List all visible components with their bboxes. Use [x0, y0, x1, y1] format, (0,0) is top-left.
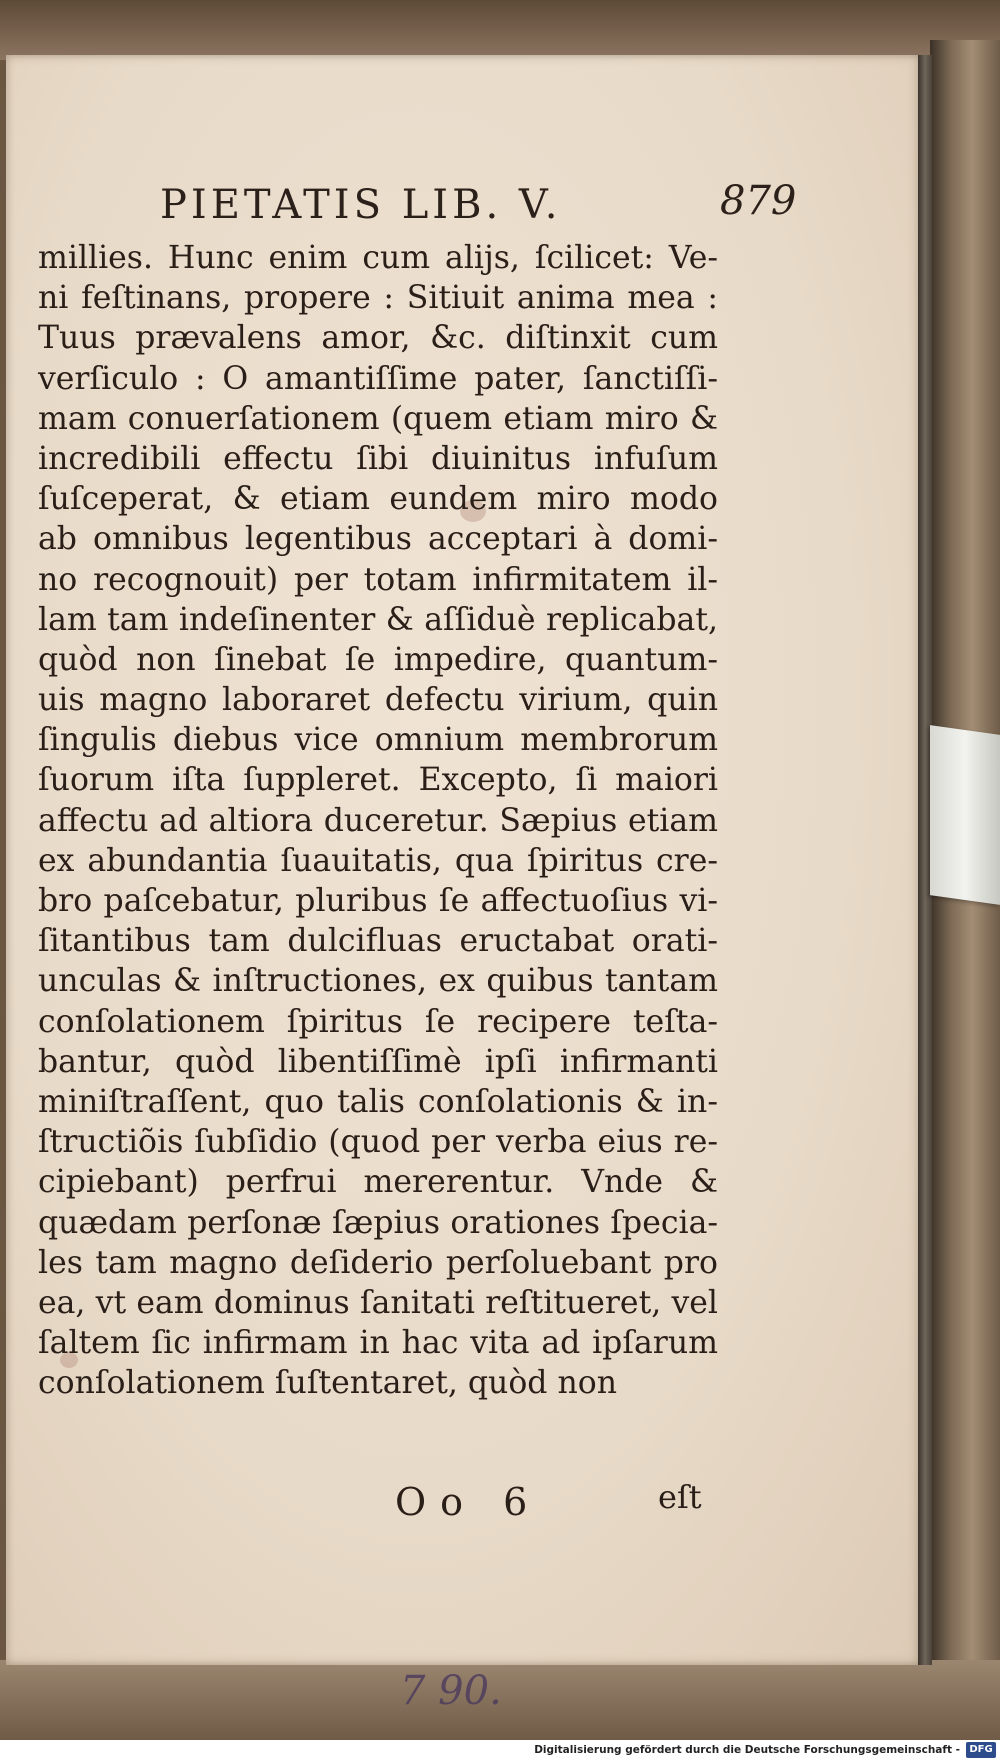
text-line: les tam magno deſiderio perſoluebant pro: [38, 1244, 718, 1281]
text-line: unculas & inſtructiones, ex quibus tantam: [38, 963, 718, 1000]
shelf-mark: 7 90.: [400, 1668, 502, 1714]
text-line: ab omnibus legentibus acceptari à domi-: [38, 521, 718, 558]
binding-top: [0, 0, 1000, 60]
paper-tab: [930, 725, 1000, 905]
text-line: conſolationem ſuſtentaret, quòd non: [38, 1365, 618, 1402]
text-line: no recognouit) per totam infirmitatem il-: [38, 561, 718, 598]
text-line: ni feſtinans, propere : Sitiuit anima mea :: [38, 280, 718, 317]
text-line: affectu ad altiora duceretur. Sæpius etiam: [38, 802, 718, 839]
text-line: uis magno laboraret defectu virium, quin: [38, 682, 718, 719]
text-line: incredibili effectu ſibi diuinitus infuſum: [38, 440, 718, 477]
text-line: bro paſcebatur, pluribus ſe affectuoſius vi-: [38, 883, 718, 919]
text-line: ſingulis diebus vice omnium membrorum: [38, 722, 718, 759]
text-line: miniſtraſſent, quo talis conſolationis & in-: [38, 1083, 718, 1120]
text-line: bantur, quòd libentiſſimè ipſi infirmanti: [38, 1043, 718, 1080]
text-line: ex abundantia ſuauitatis, qua ſpiritus cre-: [38, 842, 718, 879]
text-line: lam tam indeſinenter & aſſiduè replicabat,: [38, 601, 718, 638]
running-header: PIETATIS LIB. V.: [160, 182, 562, 228]
text-line: ſuſceperat, & etiam eundem miro modo: [38, 481, 718, 518]
text-line: cipiebant) perfrui mererentur. Vnde &: [38, 1164, 718, 1201]
text-line: Tuus prævalens amor, &c. diſtinxit cum: [38, 320, 718, 357]
text-line: quædam perſonæ ſæpius orationes ſpecia-: [38, 1204, 718, 1241]
text-line: ſaltem ſic infirmam in hac vita ad ipſarum: [38, 1325, 718, 1362]
text-line: mam conuerſationem (quem etiam miro &: [38, 400, 718, 437]
signature-mark: Oo 6: [395, 1480, 542, 1524]
dfg-logo: DFG: [966, 1742, 996, 1758]
page-number: 879: [720, 178, 797, 224]
text-line: millies. Hunc enim cum alijs, ſcilicet: Ve-: [38, 240, 718, 276]
text-line: ſuorum iſta ſuppleret. Excepto, ſi maiori: [38, 762, 718, 799]
text-line: ſitantibus tam dulcifluas eructabat orati-: [38, 923, 718, 960]
body-text: [38, 238, 718, 1403]
text-line: ea, vt eam dominus ſanitati reſtitueret, vel: [38, 1284, 718, 1321]
footer-credit: Digitalisierung gefördert durch die Deutsche Forschungsgemeinschaft -: [534, 1744, 960, 1756]
text-line: conſolationem ſpiritus ſe recipere teſta-: [38, 1003, 718, 1040]
text-line: quòd non ſinebat ſe impedire, quantum-: [38, 641, 718, 678]
text-line: verſiculo : O amantiſſime pater, ſanctiſſi-: [38, 360, 718, 397]
catchword: eſt: [658, 1478, 702, 1516]
text-line: ſtructiõis ſubſidio (quod per verba eius re-: [38, 1124, 718, 1161]
